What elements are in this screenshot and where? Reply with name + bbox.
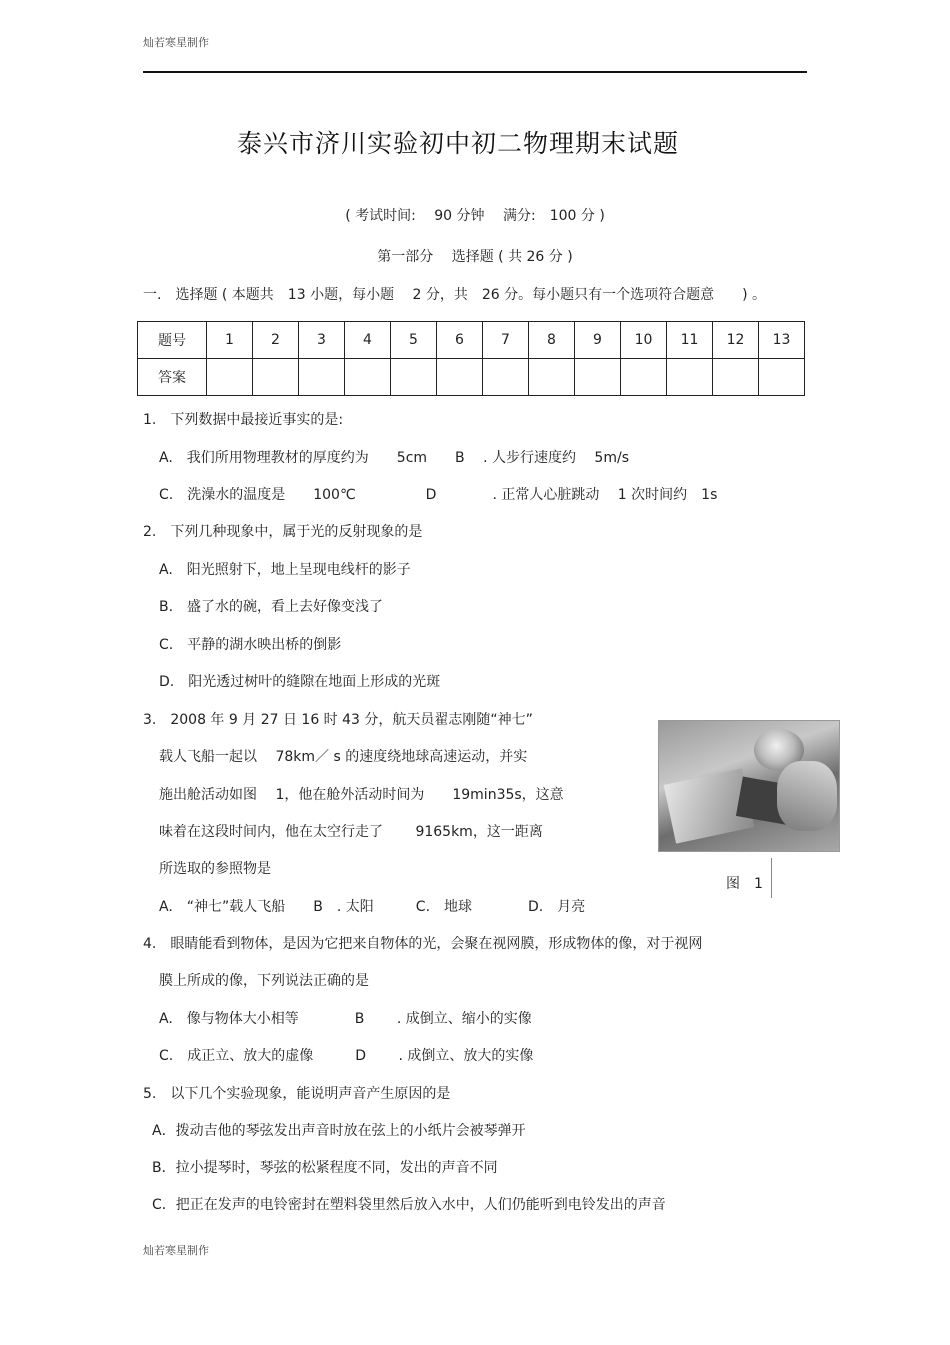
- answer-cell: [575, 359, 621, 396]
- photo-suit-shape: [777, 761, 837, 831]
- answer-cell: [713, 359, 759, 396]
- answer-cell: [345, 359, 391, 396]
- answer-table-number: 1: [207, 322, 253, 359]
- exam-info: ( 考试时间: 90 分钟 满分: 100 分 ): [345, 208, 605, 224]
- answer-cell: [207, 359, 253, 396]
- answer-table-number: 11: [667, 322, 713, 359]
- answer-cell: [391, 359, 437, 396]
- q3-options: A. “神七”载人飞船 B . 太阳 C. 地球 D. 月亮: [159, 899, 586, 915]
- q2-stem: 2. 下列几种现象中，属于光的反射现象的是: [143, 524, 423, 540]
- q3-line-5: 所选取的参照物是: [159, 861, 271, 877]
- answer-cell: [529, 359, 575, 396]
- q4-line-2: 膜上所成的像，下列说法正确的是: [159, 973, 369, 989]
- answer-table-number: 4: [345, 322, 391, 359]
- footer-watermark: 灿若寒星制作: [143, 1244, 209, 1257]
- q1-options-cd: C. 洗澡水的温度是 100℃ D . 正常人心脏跳动 1 次时间约 1s: [159, 487, 718, 503]
- header-watermark: 灿若寒星制作: [143, 36, 209, 49]
- answer-table-header-row: [138, 322, 805, 359]
- answer-table-header-label: 题号: [138, 322, 207, 359]
- answer-table-number: 12: [713, 322, 759, 359]
- answer-cell: [437, 359, 483, 396]
- answer-table-number: 7: [483, 322, 529, 359]
- answer-table-number: 3: [299, 322, 345, 359]
- page-title: 泰兴市济川实验初中初二物理期末试题: [236, 129, 679, 158]
- q4-options-ab: A. 像与物体大小相等 B . 成倒立、缩小的实像: [159, 1011, 532, 1027]
- answer-table-number: 2: [253, 322, 299, 359]
- answer-cell: [299, 359, 345, 396]
- figure-caption: 图 1: [726, 876, 763, 892]
- q5-option-c: C．把正在发声的电铃密封在塑料袋里然后放入水中，人们仍能听到电铃发出的声音: [152, 1197, 666, 1213]
- astronaut-photo: [658, 720, 840, 852]
- q4-options-cd: C. 成正立、放大的虚像 D . 成倒立、放大的实像: [159, 1048, 534, 1064]
- q2-option-c: C. 平静的湖水映出桥的倒影: [159, 637, 342, 653]
- header-rule: [143, 71, 807, 73]
- answer-cell: [483, 359, 529, 396]
- answer-table-answer-row: [138, 359, 805, 396]
- figure-divider: [771, 858, 772, 898]
- q4-line-1: 4. 眼睛能看到物体，是因为它把来自物体的光，会聚在视网膜，形成物体的像，对于视网: [143, 936, 703, 952]
- answer-table-number: 6: [437, 322, 483, 359]
- section-heading: 一. 选择题 ( 本题共 13 小题，每小题 2 分，共 26 分。每小题只有一个选项符合题意 ) 。: [143, 287, 767, 303]
- answer-cell: [621, 359, 667, 396]
- q3-line-4: 味着在这段时间内，他在太空行走了 9165km，这一距离: [159, 824, 543, 840]
- answer-table-number: 13: [759, 322, 805, 359]
- q1-options-ab: A. 我们所用物理教材的厚度约为 5cm B . 人步行速度约 5m/s: [159, 450, 629, 466]
- q2-option-b: B. 盛了水的碗，看上去好像变浅了: [159, 599, 384, 615]
- q2-option-a: A. 阳光照射下，地上呈现电线杆的影子: [159, 562, 411, 578]
- answer-cell: [759, 359, 805, 396]
- q5-stem: 5. 以下几个实验现象，能说明声音产生原因的是: [143, 1086, 451, 1102]
- answer-table-number: 8: [529, 322, 575, 359]
- answer-table-answer-label: 答案: [138, 359, 207, 396]
- part-heading: 第一部分 选择题 ( 共 26 分 ): [377, 249, 573, 265]
- answer-table-number: 10: [621, 322, 667, 359]
- answer-table-number: 9: [575, 322, 621, 359]
- q1-stem: 1. 下列数据中最接近事实的是:: [143, 412, 344, 428]
- answer-table: [137, 321, 805, 396]
- q5-option-b: B．拉小提琴时，琴弦的松紧程度不同，发出的声音不同: [152, 1160, 498, 1176]
- answer-cell: [667, 359, 713, 396]
- q2-option-d: D. 阳光透过树叶的缝隙在地面上形成的光斑: [159, 674, 441, 690]
- answer-cell: [253, 359, 299, 396]
- answer-table-number: 5: [391, 322, 437, 359]
- q3-line-3: 施出舱活动如图 1，他在舱外活动时间为 19min35s，这意: [159, 787, 564, 803]
- q3-line-2: 载人飞船一起以 78km／ s 的速度绕地球高速运动，并实: [159, 749, 528, 765]
- q5-option-a: A．拨动吉他的琴弦发出声音时放在弦上的小纸片会被琴弹开: [152, 1123, 526, 1139]
- q3-line-1: 3. 2008 年 9 月 27 日 16 时 43 分，航天员翟志刚随“神七”: [143, 712, 533, 728]
